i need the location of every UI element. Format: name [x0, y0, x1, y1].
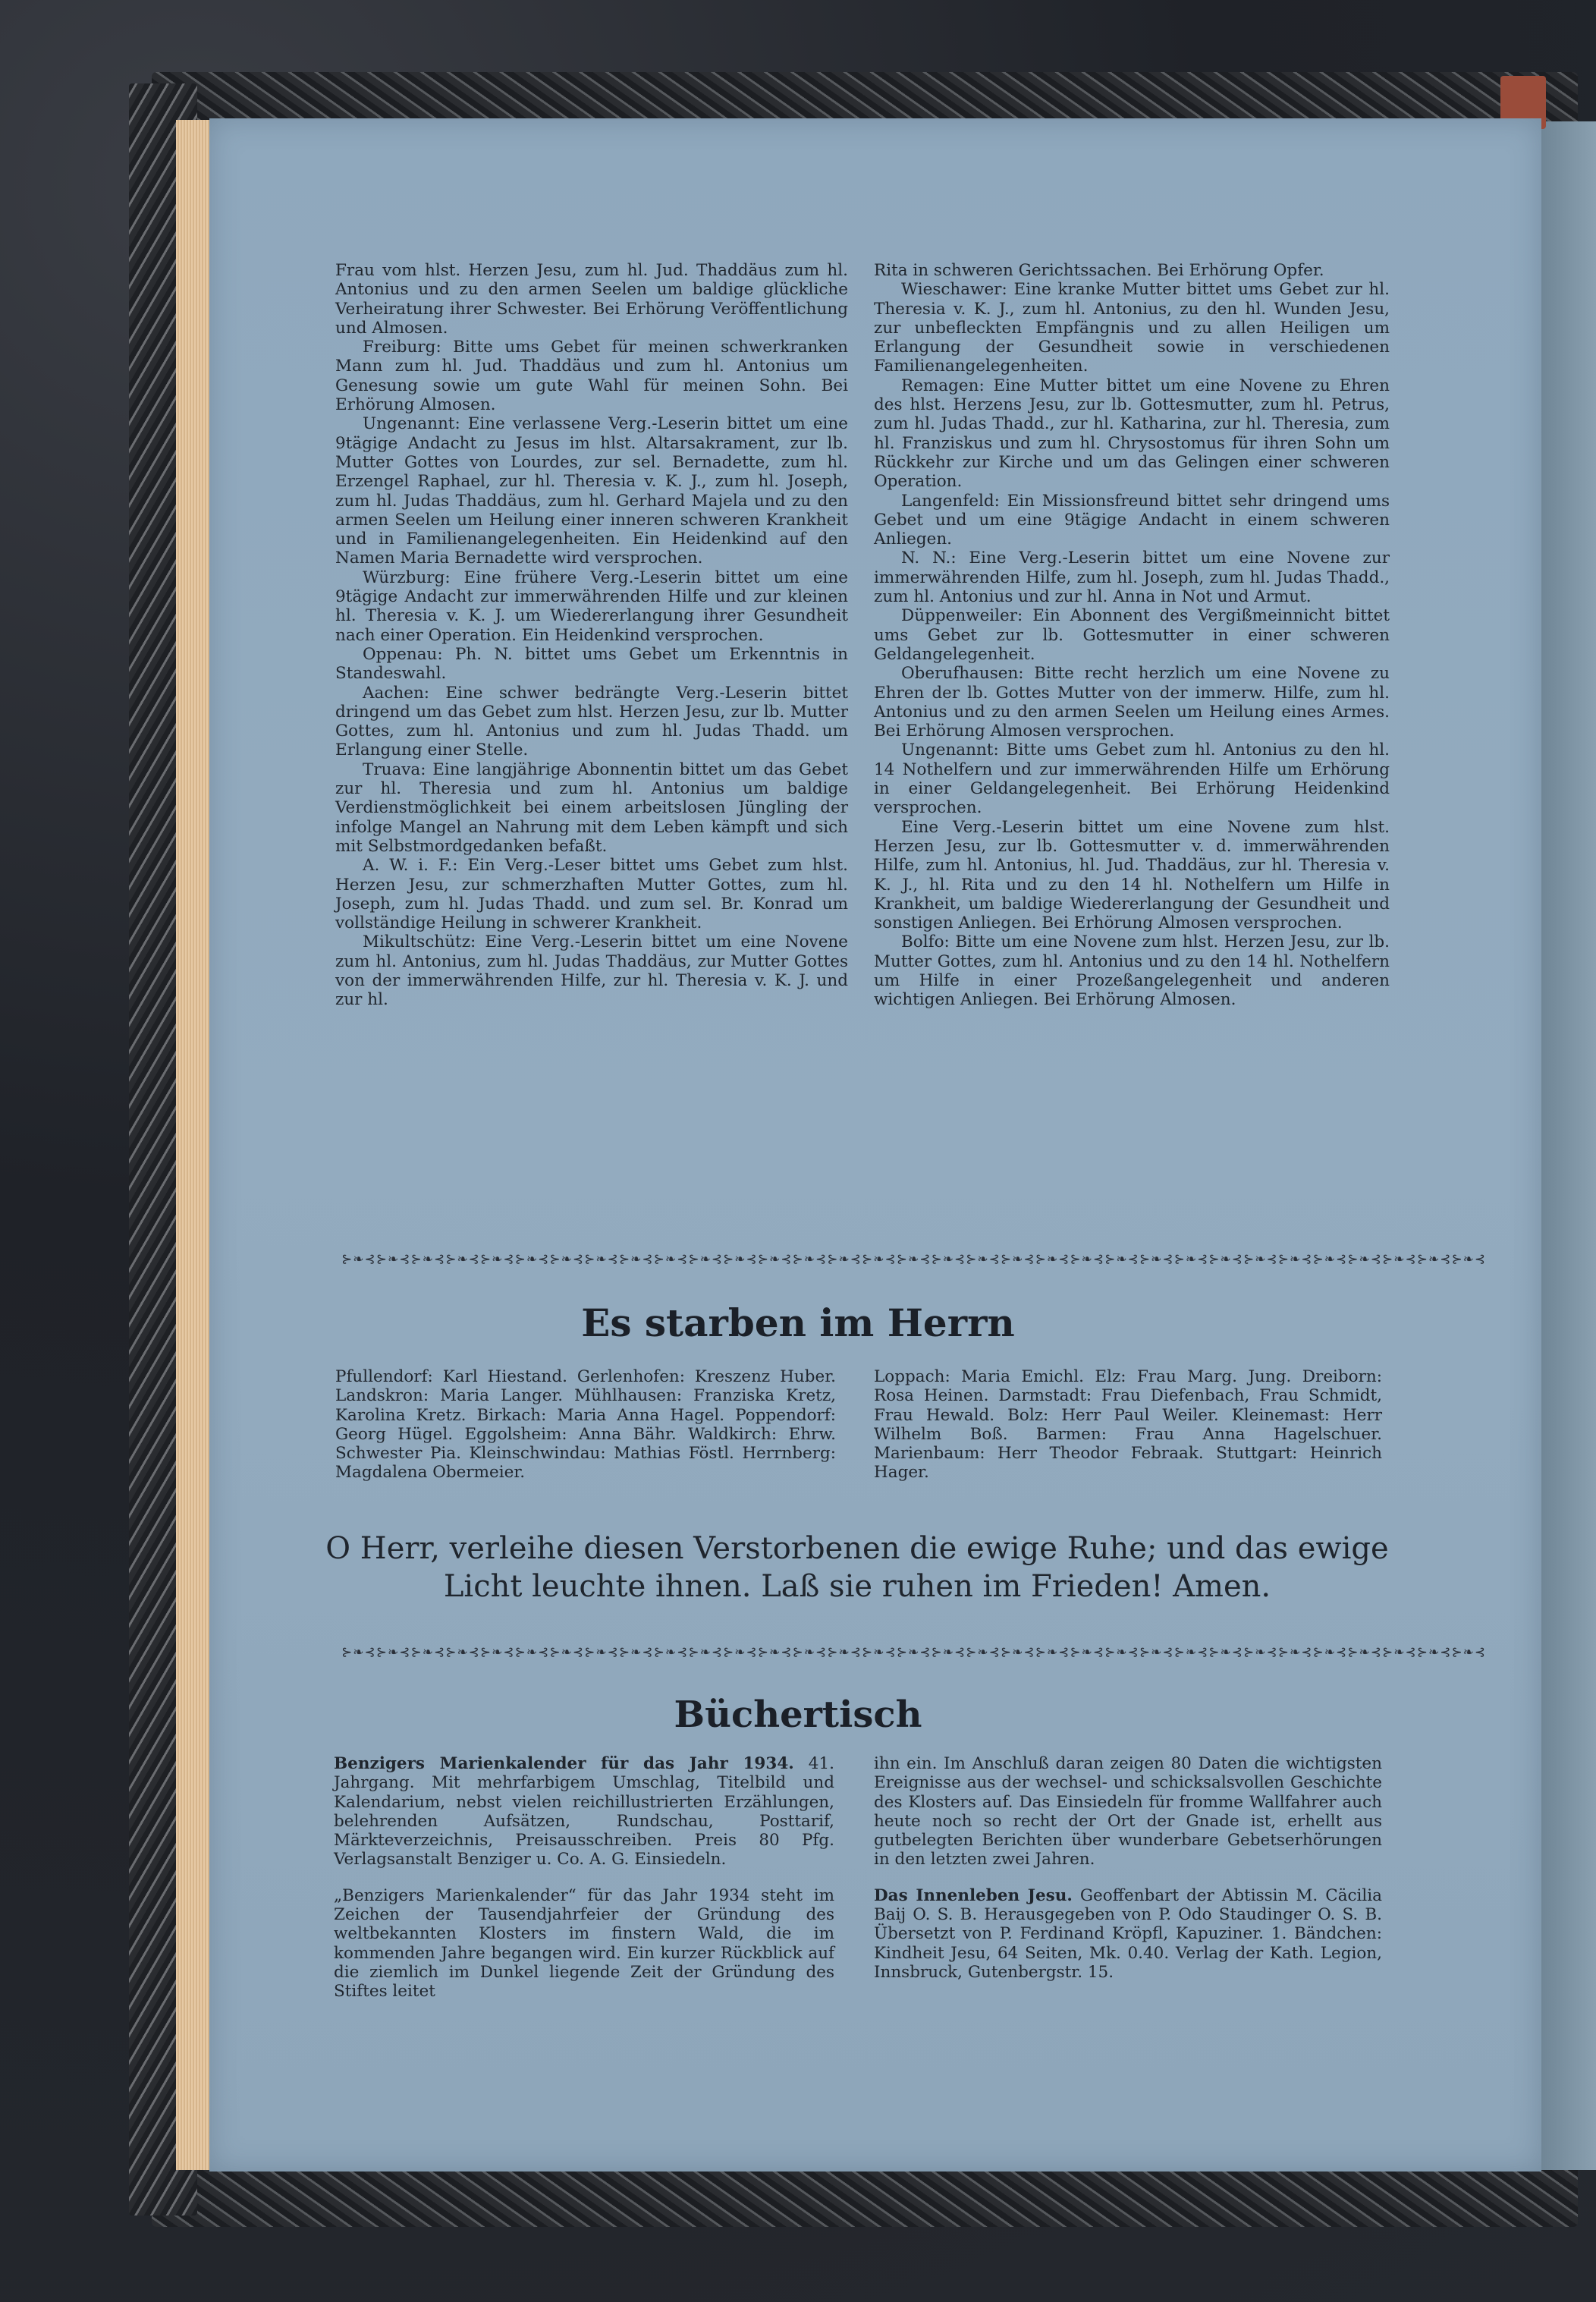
book-desc-1: 41. Jahrgang. Mit mehrfarbigem Umschlag, Titelbild und Kalendarium, nebst vielen reichillustrierten Erzählungen, belehrenden Aufsätzen, Rundschau, Posttarif, Märkteverzeichnis, Preisausschreiben. Preis 80 Pfg. Verlagsanstalt Benziger u. Co. A. G. Einsiedeln.: [334, 1754, 834, 1870]
ornament-divider-bottom: ⊱❧⊰⊱❧⊰⊱❧⊰⊱❧⊰⊱❧⊰⊱❧⊰⊱❧⊰⊱❧⊰⊱❧⊰⊱❧⊰⊱❧⊰⊱❧⊰⊱❧⊰⊱❧⊰⊱❧⊰⊱❧⊰⊱❧⊰⊱❧⊰⊱❧⊰⊱❧⊰⊱❧⊰⊱❧⊰⊱❧⊰⊱❧⊰⊱❧⊰⊱❧⊰⊱❧⊰⊱❧⊰⊱❧⊰⊱❧⊰⊱❧⊰⊱❧⊰⊱❧⊰: [341, 1645, 1487, 1660]
book-desc-2: Geoffenbart der Abtissin M. Cäcilia Baij O. S. B. Herausgegeben von P. Odo Staudinger O. S. B. Übersetzt von P. Ferdinand Kröpfl, Kapuziner. 1. Bändchen: Kindheit Jesu, 64 Seiten, Mk. 0.40. Verlag der Kath. Legion, Innsbruck, Gutenbergstr. 15.: [874, 1885, 1382, 1982]
prayer-request-paragraph: Langenfeld: Ein Missionsfreund bittet sehr dringend ums Gebet und um eine 9tägige Andacht in einem schweren Anliegen.: [874, 491, 1390, 549]
prayer-line-1: O Herr, verleihe diesen Verstorbenen die ewige Ruhe; und das ewige: [325, 1531, 1389, 1566]
book-title-1: Benzigers Marienkalender für das Jahr 1934.: [334, 1754, 794, 1773]
prayer-request-paragraph: Ungenannt: Bitte ums Gebet zum hl. Antonius zu den hl. 14 Nothelfern und zur immerwährenden Hilfe um Erhörung in einer Geldangelegenheit. Bei Erhörung Heidenkind versprochen.: [874, 741, 1390, 818]
prayer-request-paragraph: Wieschawer: Eine kranke Mutter bittet ums Gebet zur hl. Theresia v. K. J., zum hl. Antonius, zu den hl. Wunden Jesu, zur unbefleckten Empfängnis und zu allen Heiligen um Erlangung der Gesundheit sowie in verschiedenen Familienangelegenheiten.: [874, 280, 1390, 376]
top-right-column: [874, 261, 1390, 1010]
book-review-left-p1: [334, 1754, 834, 1870]
prayer-request-paragraph: Oppenau: Ph. N. bittet ums Gebet um Erkenntnis in Standeswahl.: [335, 644, 848, 684]
death-notices-left: [335, 1367, 836, 1483]
prayer-request-paragraph: Truava: Eine langjährige Abonnentin bittet um das Gebet zur hl. Theresia und zum hl. Antonius um baldige Verdienstmöglichkeit bei einem arbeitslosen Jüngling der infolge Mangel an Nahrung mit dem Leben kämpft und sich mit Selbstmordgedanken befaßt.: [335, 759, 848, 856]
prayer-request-paragraph: Frau vom hlst. Herzen Jesu, zum hl. Jud. Thaddäus zum hl. Antonius und zu den armen Seelen um baldige glückliche Verheiratung ihrer Schwester. Bei Erhörung Veröffentlichung und Almosen.: [335, 261, 848, 338]
page-stack-edge: [176, 120, 211, 2170]
prayer-request-paragraph: Remagen: Eine Mutter bittet um eine Novene zu Ehren des hlst. Herzens Jesu, zur lb. Gottesmutter, zum hl. Petrus, zum hl. Judas Thadd., zur hl. Katharina, zur hl. Theresia, zum hl. Franziskus und zum hl. Chrysostomus für ihren Sohn um Rückkehr zur Kirche und um das Gelingen einer schweren Operation.: [874, 376, 1390, 492]
prayer-request-paragraph: A. W. i. F.: Ein Verg.-Leser bittet ums Gebet zum hlst. Herzen Jesu, zur schmerzhaften Mutter Gottes, zum hl. Joseph, zum hl. Judas Thadd. und zum sel. Br. Konrad um vollständige Heilung in schwerer Krankheit.: [335, 856, 848, 933]
prayer-request-paragraph: Düppenweiler: Ein Abonnent des Vergißmeinnicht bittet ums Gebet zur lb. Gottesmutter in einer schweren Geldangelegenheit.: [874, 606, 1390, 664]
book-review-right-p1: ihn ein. Im Anschluß daran zeigen 80 Daten die wichtigsten Ereignisse aus der wechsel- und schicksalsvollen Geschichte des Klosters auf. Das Einsiedeln für fromme Wallfahrer auch heute noch so recht der Ort der Gnade ist, erhellt aus gutbelegten Berichten über wunderbare Gebetserhörungen in den letzten zwei Jahren.: [874, 1754, 1382, 1870]
prayer-request-paragraph: Eine Verg.-Leserin bittet um eine Novene zum hlst. Herzen Jesu, zur lb. Gottesmutter v. d. immerwährenden Hilfe, zum hl. Antonius, hl. Jud. Thaddäus, zur hl. Theresia v. K. J., hl. Rita und zu den 14 hl. Nothelfern um Hilfe in Krankheit, um baldige Wiedererlangung der Gesundheit und sonstigen Anliegen. Bei Erhörung Almosen versprochen.: [874, 817, 1390, 933]
facing-page-edge: [1540, 121, 1596, 2170]
prayer-request-paragraph: Mikultschütz: Eine Verg.-Leserin bittet um eine Novene zum hl. Antonius, zum hl. Judas Thaddäus, zur Mutter Gottes von der immerwährenden Hilfe, zur hl. Theresia v. K. J. und zur hl.: [335, 932, 848, 1010]
prayer-request-paragraph: Freiburg: Bitte ums Gebet für meinen schwerkranken Mann zum hl. Jud. Thaddäus und zum hl. Antonius um Genesung sowie um gute Wahl für meinen Sohn. Bei Erhörung Almosen.: [335, 338, 848, 415]
death-notices-right-text: Loppach: Maria Emichl. Elz: Frau Marg. Jung. Dreiborn: Rosa Heinen. Darmstadt: Frau Diefenbach, Frau Schmidt, Frau Hewald. Bolz: Herr Paul Weiler. Kleinemast: Herr Wilhelm Boß. Barmen: Frau Anna Hagelschuer. Marienbaum: Herr Theodor Febraak. Stuttgart: Heinrich Hager.: [874, 1367, 1382, 1483]
book-review-left: [334, 1754, 834, 2002]
top-left-column: [335, 261, 848, 1010]
death-notices-left-text: Pfullendorf: Karl Hiestand. Gerlenhofen: Kreszenz Huber. Landskron: Maria Langer. Mühlhausen: Franziska Kretz, Karolina Kretz. Birkach: Maria Anna Hagel. Poppendorf: Georg Hügel. Eggolsheim: Anna Bähr. Waldkirch: Ehrw. Schwester Pia. Kleinschwindau: Mathias Föstl. Herrnberg: Magdalena Obermeier.: [335, 1367, 836, 1483]
book-title-2: Das Innenleben Jesu.: [874, 1885, 1073, 1905]
prayer-line-2: Licht leuchte ihnen. Laß sie ruhen im Frieden! Amen.: [443, 1569, 1271, 1604]
prayer-request-paragraph: Oberufhausen: Bitte recht herzlich um eine Novene zu Ehren der lb. Gottes Mutter von der immerw. Hilfe, zum hl. Antonius und zu den armen Seelen um Heilung eines Armes. Bei Erhörung Almosen versprochen.: [874, 664, 1390, 741]
death-notices-right: [874, 1367, 1382, 1483]
book-review-right-p2: [874, 1886, 1382, 1982]
prayer-request-paragraph: Ungenannt: Eine verlassene Verg.-Leserin bittet um eine 9tägige Andacht zu Jesus im hlst. Altarsakrament, zur lb. Mutter Gottes von Lourdes, zur sel. Bernadette, zum hl. Erzengel Raphael, zur hl. Theresia v. K. J., zum hl. Joseph, zum hl. Judas Thaddäus, zum hl. Gerhard Majela und zu den armen Seelen um Heilung einer inneren schweren Krankheit und in Familienangelegenheiten. Ein Heidenkind auf den Namen Maria Bernadette wird versprochen.: [335, 414, 848, 568]
ornament-divider-top: ⊱❧⊰⊱❧⊰⊱❧⊰⊱❧⊰⊱❧⊰⊱❧⊰⊱❧⊰⊱❧⊰⊱❧⊰⊱❧⊰⊱❧⊰⊱❧⊰⊱❧⊰⊱❧⊰⊱❧⊰⊱❧⊰⊱❧⊰⊱❧⊰⊱❧⊰⊱❧⊰⊱❧⊰⊱❧⊰⊱❧⊰⊱❧⊰⊱❧⊰⊱❧⊰⊱❧⊰⊱❧⊰⊱❧⊰⊱❧⊰⊱❧⊰⊱❧⊰⊱❧⊰: [341, 1252, 1487, 1267]
book-review-right: [874, 1754, 1382, 1982]
prayer-request-paragraph: Rita in schweren Gerichtssachen. Bei Erhörung Opfer.: [874, 261, 1324, 280]
book-review-title: Büchertisch: [674, 1693, 922, 1736]
book-review-left-p2: „Benzigers Marienkalender“ für das Jahr 1934 steht im Zeichen der Tausendjahrfeier der Gründung des weltbekannten Klosters im finstern Wald, die im kommenden Jahre begangen wird. Ein kurzer Rückblick auf die ziemlich im Dunkel liegende Zeit der Gründung des Stiftes leitet: [334, 1885, 834, 2002]
prayer-request-paragraph: Aachen: Eine schwer bedrängte Verg.-Leserin bittet dringend um das Gebet zum hlst. Herzen Jesu, zur lb. Mutter Gottes, zum hl. Antonius und zum hl. Judas Thadd. um Erlangung einer Stelle.: [335, 683, 848, 760]
prayer-request-paragraph: Bolfo: Bitte um eine Novene zum hlst. Herzen Jesu, zur lb. Mutter Gottes, zum hl. Antonius und zu den 14 hl. Nothelfern um Hilfe in einer Prozeßangelegenheit und anderen wichtigen Anliegen. Bei Erhörung Almosen.: [874, 932, 1390, 1010]
prayer-request-paragraph: N. N.: Eine Verg.-Leserin bittet um eine Novene zur immerwährenden Hilfe, zum hl. Joseph, zum hl. Judas Thadd., zum hl. Antonius und zur hl. Anna in Not und Armut.: [874, 549, 1390, 607]
death-notices-title: Es starben im Herrn: [581, 1300, 1015, 1345]
prayer-request-paragraph: Würzburg: Eine frühere Verg.-Leserin bittet um eine 9tägige Andacht zur immerwährenden Hilfe und zur kleinen hl. Theresia v. K. J. um Wiedererlangung ihrer Gesundheit nach einer Operation. Ein Heidenkind versprochen.: [335, 568, 848, 645]
